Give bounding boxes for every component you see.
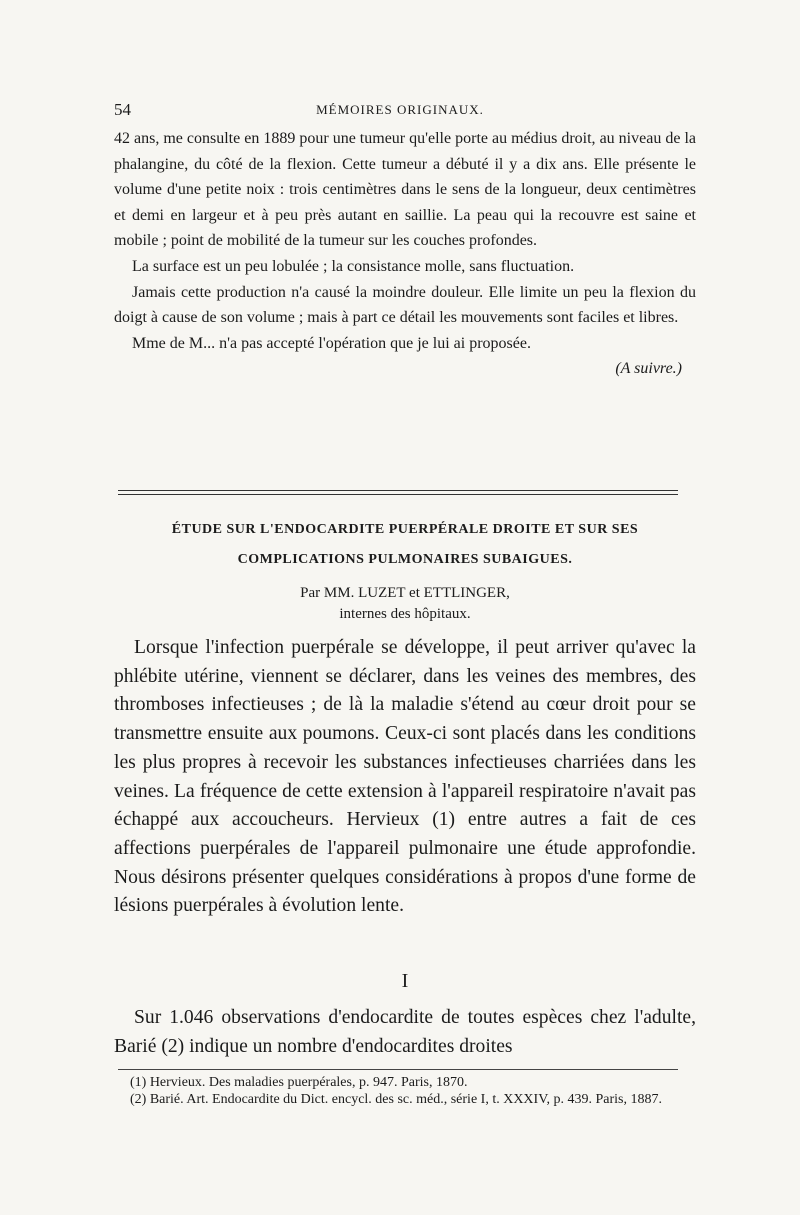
byline-authors: Par MM. LUZET et ETTLINGER,	[300, 585, 510, 601]
article-title-line1: ÉTUDE SUR L'ENDOCARDITE PUERPÉRALE DROITE ET SUR SES	[171, 522, 639, 537]
running-title: MÉMOIRES ORIGINAUX.	[316, 102, 484, 117]
section-heading: I	[401, 970, 409, 992]
continued-text: (A suivre.)	[615, 360, 682, 378]
footnote-rule	[118, 1069, 678, 1070]
paragraph: La surface est un peu lobulée ; la consistance molle, sans fluctuation.	[132, 257, 575, 275]
paragraph: Sur 1.046 observations d'endocardite de toutes espèces chez l'adulte, Barié (2) indique un nombre d'endocardites droites	[114, 1007, 696, 1057]
page-number: 54	[114, 100, 131, 119]
paragraph: Mme de M... n'a pas accepté l'opération que je lui ai proposée.	[132, 334, 531, 352]
paragraph: Jamais cette production n'a causé la moindre douleur. Elle limite un peu la flexion du doigt à cause de son volume ; mais à part ce détail les mouvements sont faciles et libres.	[114, 283, 696, 327]
footnote: (1) Hervieux. Des maladies puerpérales, p. 947. Paris, 1870.	[130, 1075, 468, 1090]
paragraph: 42 ans, me consulte en 1889 pour une tumeur qu'elle porte au médius droit, au niveau de la phalangine, du côté de la flexion. Cette tumeur a débuté il y a dix ans. Elle présente le volume d'une petite noix : trois centimètres dans le sens de la longueur, deux centimètres et demi en largeur et à peu près autant en saillie. La peau qui la recouvre est saine et mobile ; point de mobilité de la tumeur sur les couches profondes.	[114, 130, 696, 250]
previous-article-text	[114, 126, 696, 382]
footnote: (2) Barié. Art. Endocardite du Dict. encycl. des sc. méd., série I, t. XXXIV, p. 439. Paris, 1887.	[130, 1092, 663, 1107]
article-intro	[114, 634, 696, 921]
section-text	[114, 1004, 696, 1061]
page-header	[114, 100, 686, 124]
paragraph: Lorsque l'infection puerpérale se développe, il peut arriver qu'avec la phlébite utérine, viennent se déclarer, dans les veines des membres, des thromboses infectieuses ; de là la maladie s'étend au cœur droit pour se transmettre ensuite aux poumons. Ceux-ci sont placés dans les conditions les plus propres à recevoir les substances infectieuses charriées dans les veines. La fréquence de cette extension à l'appareil respiratoire n'avait pas échappé aux accoucheurs. Hervieux (1) entre autres a fait de ces affections puerpérales de l'appareil pulmonaire une étude approfondie. Nous désirons présenter quelques considérations à propos d'une forme de lésions puerpérales à évolution lente.	[114, 637, 696, 917]
byline-affiliation: internes des hôpitaux.	[339, 606, 471, 622]
separator-rule	[118, 490, 678, 491]
article-title-line2: COMPLICATIONS PULMONAIRES SUBAIGUES.	[237, 552, 573, 567]
to-be-continued	[114, 356, 696, 382]
separator-rule	[118, 494, 678, 495]
footnotes	[114, 1074, 696, 1108]
